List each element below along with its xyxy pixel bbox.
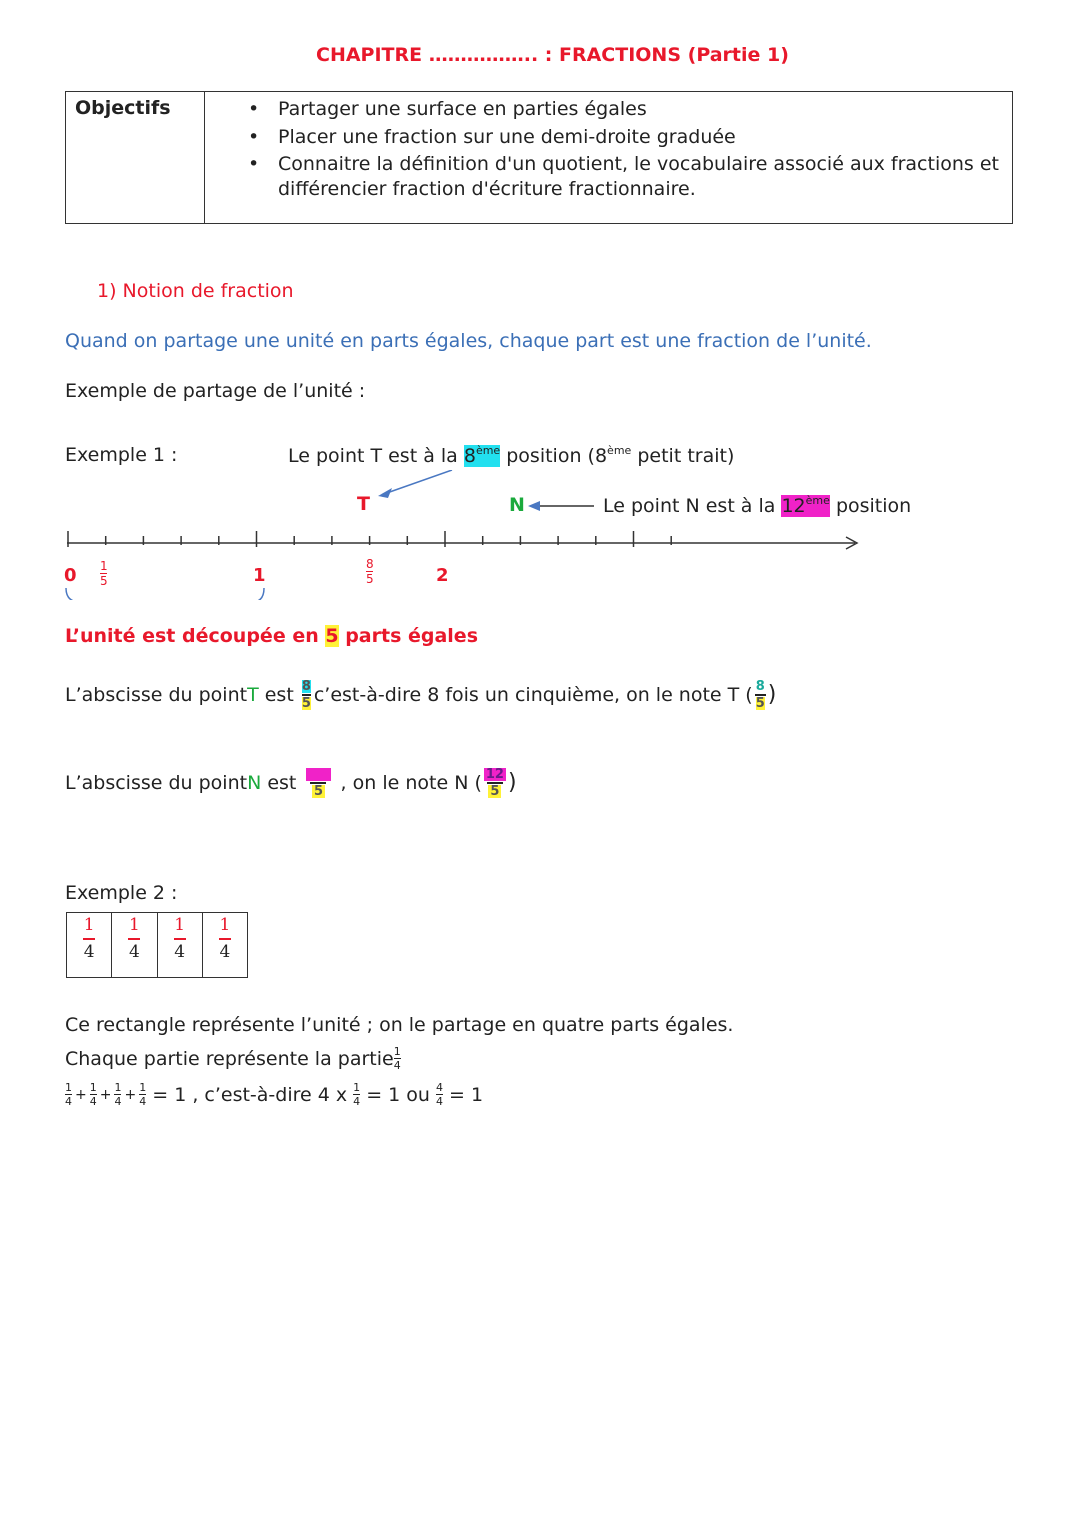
tick-t-den: 5 <box>366 572 374 586</box>
rectangle-part <box>158 913 203 977</box>
abscissa-t-line <box>65 680 776 710</box>
part-den: 4 <box>219 941 231 962</box>
abscissa-t-fraction <box>302 680 311 710</box>
tick-label-1: 1 <box>253 565 266 586</box>
abscissa-t-den: 5 <box>301 695 311 711</box>
unit-division-note <box>65 625 478 647</box>
unit-text-before: L’unité est découpée en <box>65 625 326 647</box>
page-title: CHAPITRE …………….. : FRACTIONS (Partie 1) <box>316 44 789 66</box>
abscissa-t-mid: est <box>258 683 300 706</box>
sum-eq2: = 1 <box>443 1083 484 1106</box>
t-pointer-arrowhead <box>378 488 392 498</box>
sum-num: 1 <box>65 1081 72 1094</box>
abscissa-t-after: c’est-à-dire 8 fois un cinquième, on le note T ( <box>313 683 753 706</box>
abscissa-n-note-fraction <box>484 768 506 798</box>
t-pointer-line <box>384 470 452 494</box>
n-note-text: Le point N est à la <box>603 495 782 517</box>
sum-den: 4 <box>114 1095 122 1108</box>
sum-den: 4 <box>353 1095 361 1108</box>
part-den: 4 <box>174 941 186 962</box>
abscissa-n-text: L’abscisse du point <box>65 771 248 794</box>
part-explanation-num: 1 <box>393 1045 401 1058</box>
abscissa-n-fraction <box>306 768 330 798</box>
n-note-text-after: position <box>829 495 912 517</box>
abscissa-t-note-num: 8 <box>755 679 765 694</box>
abscissa-n-note-num: 12 <box>485 767 504 782</box>
objectives-table <box>65 91 1013 224</box>
t-note-text: Le point T est à la <box>288 445 464 467</box>
t-note-highlight <box>464 445 500 467</box>
rectangle-part <box>203 913 247 977</box>
tick-t-num: 8 <box>366 557 374 571</box>
rectangle-explanation: Ce rectangle représente l’unité ; on le partage en quatre parts égales. <box>65 1014 734 1036</box>
unit-brace <box>66 588 264 600</box>
abscissa-n-point: N <box>247 771 262 794</box>
part-num: 1 <box>219 915 231 935</box>
objectives-header-cell <box>66 92 205 223</box>
tick-fifth-num: 1 <box>100 559 108 573</box>
objectives-label: Objectifs <box>75 97 171 119</box>
t-note-text-after: position (8 <box>500 445 608 467</box>
sum-num: 1 <box>114 1081 122 1094</box>
abscissa-n-den: 5 <box>313 783 323 799</box>
objective-item: • Partager une surface en parties égales <box>226 96 999 124</box>
rectangle-part <box>112 913 157 977</box>
abscissa-t-close: ) <box>767 682 777 708</box>
n-note-highlight <box>781 495 829 517</box>
part-num: 1 <box>83 915 95 935</box>
abscissa-n-mid: est <box>261 771 303 794</box>
sum-equation <box>65 1082 483 1107</box>
abscissa-n-line <box>65 768 517 798</box>
tick-label-2: 2 <box>436 565 449 586</box>
abscissa-n-close: ) <box>507 770 517 796</box>
number-line <box>0 470 1080 600</box>
example1-label: Exemple 1 : <box>65 444 178 466</box>
part-explanation-text: Chaque partie représente la partie <box>65 1047 394 1070</box>
section-heading: 1) Notion de fraction <box>97 280 294 302</box>
tick-label-one-fifth <box>100 560 108 587</box>
tick-fifth-den: 5 <box>100 574 108 588</box>
sum-num4: 4 <box>436 1081 444 1094</box>
tick-label-0: 0 <box>64 565 77 586</box>
objective-item: • Placer une fraction sur une demi-droite graduée <box>226 124 999 152</box>
sum-plus: + <box>75 1086 87 1103</box>
tick-label-t <box>366 558 374 585</box>
abscissa-t-text: L’abscisse du point <box>65 683 248 706</box>
abscissa-t-num: 8 <box>301 679 311 694</box>
abscissa-n-after: , on le note N ( <box>334 771 482 794</box>
sum-plus: + <box>99 1086 112 1103</box>
abscissa-n-note-den: 5 <box>490 783 500 799</box>
part-den: 4 <box>128 941 140 962</box>
definition-text: Quand on partage une unité en parts égales, chaque part est une fraction de l’unité. <box>65 330 872 352</box>
abscissa-t-note-den: 5 <box>755 695 765 711</box>
part-explanation-den: 4 <box>393 1059 401 1072</box>
n-pointer-arrowhead <box>528 501 540 511</box>
part-num: 1 <box>128 915 140 935</box>
sum-eq1: = 1 ou <box>360 1083 437 1106</box>
t-note-sup: ème <box>475 444 501 457</box>
example-intro: Exemple de partage de l’unité : <box>65 380 366 402</box>
axis-ticks <box>68 531 671 547</box>
rectangle-part <box>67 913 112 977</box>
part-num: 1 <box>174 915 186 935</box>
t-note-number: 8 <box>463 445 476 467</box>
example2-label: Exemple 2 : <box>65 882 178 904</box>
sum-plus: + <box>124 1086 137 1103</box>
unit-count: 5 <box>325 625 339 647</box>
sum-den: 4 <box>139 1095 147 1108</box>
t-position-note <box>288 444 734 467</box>
part-explanation <box>65 1046 401 1071</box>
n-note-sup: ème <box>805 494 830 507</box>
n-position-note <box>603 494 911 517</box>
abscissa-t-point: T <box>247 683 259 706</box>
n-note-number: 12 <box>781 495 806 517</box>
sum-den: 4 <box>89 1095 97 1108</box>
unit-rectangle <box>66 912 248 978</box>
objectives-list <box>226 96 999 179</box>
abscissa-n-num: 12 <box>306 768 330 781</box>
point-t-label: T <box>357 493 370 515</box>
t-note-end: petit trait) <box>631 445 735 467</box>
sum-num: 1 <box>89 1081 97 1094</box>
t-note-sup2: ème <box>607 444 632 457</box>
objective-item: • Connaitre la définition d'un quotient, le vocabulaire associé aux fractions et <box>226 151 999 179</box>
sum-tail: = 1 , c’est-à-dire 4 x <box>146 1083 354 1106</box>
point-n-label: N <box>509 494 525 516</box>
sum-den: 4 <box>436 1095 444 1108</box>
objective-item-continuation: différencier fraction d'écriture fractionnaire. <box>278 178 696 200</box>
sum-num: 1 <box>139 1081 147 1094</box>
unit-text-after: parts égales <box>338 625 479 647</box>
sum-num: 1 <box>353 1081 361 1094</box>
sum-den: 4 <box>65 1095 72 1108</box>
abscissa-t-note-fraction <box>755 680 766 710</box>
part-den: 4 <box>83 941 95 962</box>
